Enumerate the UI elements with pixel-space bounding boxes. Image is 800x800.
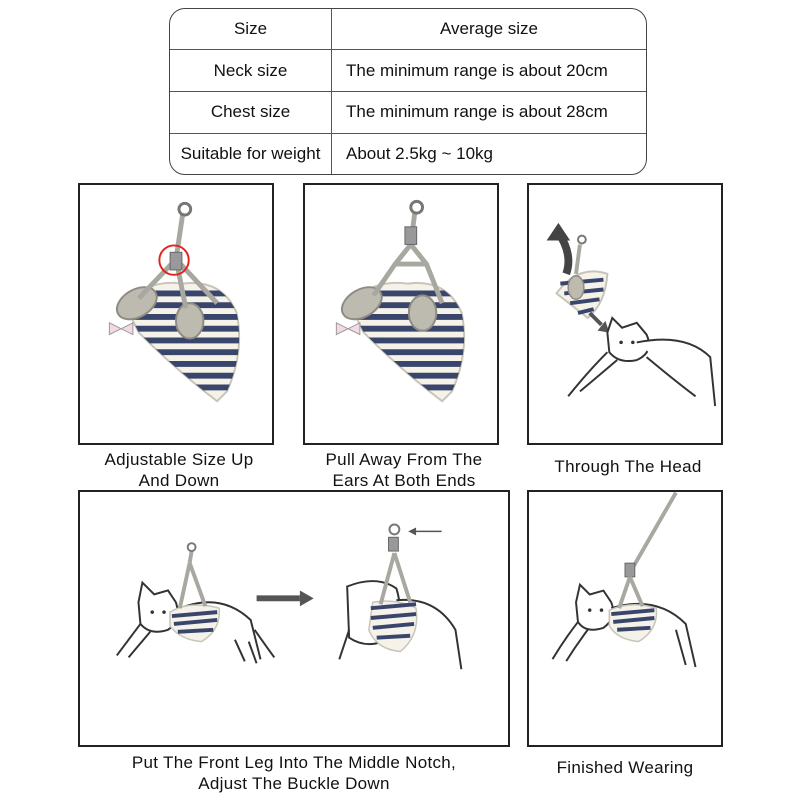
step-5-caption	[527, 757, 723, 778]
weight-value: About 2.5kg ~ 10kg	[346, 143, 493, 163]
step-4-caption-line-2: Adjust The Buckle Down	[198, 774, 390, 793]
table-row	[170, 91, 646, 133]
step-2-caption	[303, 449, 505, 491]
front-leg-buckle-icon	[80, 492, 508, 745]
harness-open-icon	[305, 185, 497, 443]
cat-head-through-icon	[529, 185, 721, 443]
weight-label: Suitable for weight	[170, 133, 332, 174]
chest-size-value: The minimum range is about 28cm	[332, 91, 647, 133]
chest-size-label: Chest size	[170, 91, 332, 133]
step-2-caption-line-1: Pull Away From The	[325, 450, 483, 469]
step-1-caption-line-1: Adjustable Size Up	[104, 450, 254, 469]
size-table	[169, 8, 647, 175]
average-size-header-label: Average size	[332, 9, 647, 50]
step-5-illustration	[527, 490, 723, 747]
step-3-caption	[527, 456, 729, 477]
table-row	[170, 133, 646, 174]
harness-adjust-icon	[80, 185, 272, 443]
step-4-caption	[78, 752, 510, 794]
step-1-illustration	[78, 183, 274, 445]
neck-size-value: The minimum range is about 20cm	[332, 50, 647, 92]
step-4-caption-line-1: Put The Front Leg Into The Middle Notch,	[131, 753, 457, 772]
size-table-header-row	[170, 9, 646, 50]
cat-wearing-harness-icon	[529, 492, 721, 745]
step-5-caption-line-1: Finished Wearing	[556, 758, 694, 777]
step-2-illustration	[303, 183, 499, 445]
step-2-caption-line-2: Ears At Both Ends	[332, 471, 476, 490]
step-3-caption-line-1: Through The Head	[554, 457, 702, 476]
step-4-illustration	[78, 490, 510, 747]
step-1-caption-line-2: And Down	[138, 471, 220, 490]
step-1-caption	[78, 449, 280, 491]
neck-size-label: Neck size	[170, 50, 332, 92]
size-header-label: Size	[170, 9, 332, 50]
table-row	[170, 50, 646, 92]
step-3-illustration	[527, 183, 723, 445]
